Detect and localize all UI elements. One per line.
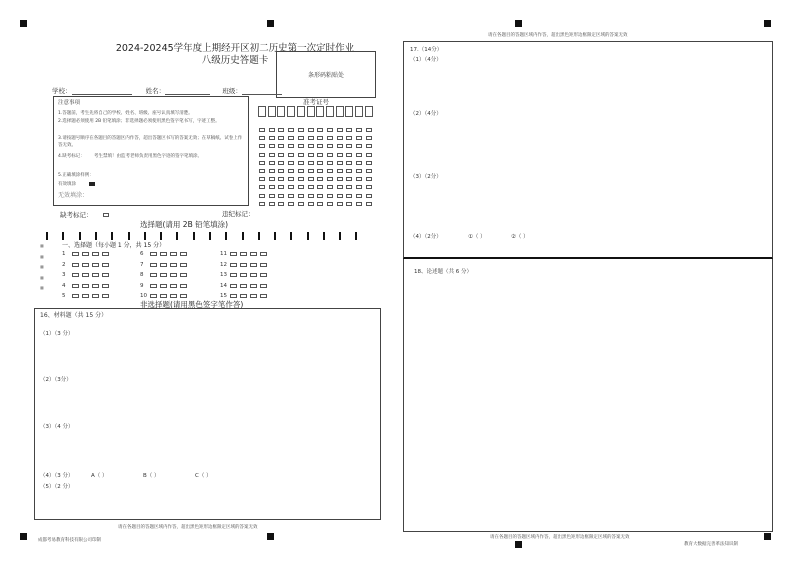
- choice-bubble[interactable]: [260, 294, 267, 298]
- exam-digit-bubble[interactable]: [288, 136, 294, 140]
- exam-digit-bubble[interactable]: [337, 161, 343, 165]
- exam-digit-bubble[interactable]: [308, 185, 314, 189]
- valid-fill-sample: [89, 182, 95, 186]
- exam-digit-bubble[interactable]: [278, 185, 284, 189]
- exam-digit-bubble[interactable]: [317, 202, 323, 206]
- exam-digit-bubble[interactable]: [259, 194, 265, 198]
- invalid-fill-label: 无效填涂：: [58, 192, 89, 199]
- choice-bubble[interactable]: [180, 294, 187, 298]
- choice-bubble[interactable]: [92, 252, 99, 256]
- exam-digit-bubble[interactable]: [337, 185, 343, 189]
- violation-mark-label: 违纪标记：: [222, 210, 255, 218]
- exam-digit-bubble[interactable]: [259, 177, 265, 181]
- choice-question-number: 13: [220, 272, 227, 278]
- exam-digit-bubble[interactable]: [356, 194, 362, 198]
- choice-question-number: 14: [220, 282, 227, 289]
- exam-digit-bubble[interactable]: [259, 161, 265, 165]
- choice-bubble[interactable]: [82, 284, 89, 288]
- timing-mark: [290, 232, 292, 240]
- choice-bubble[interactable]: [92, 263, 99, 267]
- q17-answer-box[interactable]: [403, 41, 773, 259]
- exam-digit-bubble[interactable]: [259, 153, 265, 157]
- notes-box: [53, 96, 249, 206]
- choice-question-number: 6: [140, 251, 144, 257]
- exam-digit-box[interactable]: [316, 106, 324, 117]
- q16-part: （2）（3分）: [40, 377, 72, 383]
- choice-bubble[interactable]: [82, 252, 89, 256]
- timing-mark: [225, 232, 227, 240]
- choice-bubble[interactable]: [102, 284, 109, 288]
- choice-question-number: 2: [62, 261, 66, 268]
- choice-question-number: 10: [140, 293, 147, 299]
- notes-item: 1.答题前，考生先将自己的学校、姓名、班级、座号认真填写清楚。: [58, 111, 193, 116]
- choice-bubble[interactable]: [92, 273, 99, 277]
- choice-bubble[interactable]: [250, 294, 257, 298]
- exam-digit-bubble[interactable]: [366, 161, 372, 165]
- timing-mark: [46, 232, 48, 240]
- exam-digit-bubble[interactable]: [288, 153, 294, 157]
- exam-digit-bubble[interactable]: [259, 169, 265, 173]
- choice-bubble[interactable]: [230, 284, 237, 288]
- choice-bubble[interactable]: [180, 252, 187, 256]
- exam-digit-bubble[interactable]: [288, 161, 294, 165]
- name-field[interactable]: [165, 94, 210, 95]
- exam-digit-bubble[interactable]: [317, 185, 323, 189]
- choice-bubble[interactable]: [102, 273, 109, 277]
- choice-bubble[interactable]: [72, 294, 79, 298]
- exam-digit-bubble[interactable]: [269, 153, 275, 157]
- exam-digit-bubble[interactable]: [308, 169, 314, 173]
- exam-digit-bubble[interactable]: [317, 144, 323, 148]
- choice-question-number: 7: [140, 261, 144, 268]
- exam-digit-bubble[interactable]: [366, 169, 372, 173]
- exam-digit-bubble[interactable]: [298, 153, 304, 157]
- choice-bubble[interactable]: [72, 263, 79, 267]
- choice-bubble[interactable]: [82, 263, 89, 267]
- choice-bubble[interactable]: [150, 263, 157, 267]
- sheet-title: 2024-20245学年度上期经开区初二历史第一次定时作业: [115, 43, 355, 54]
- absent-mark-box[interactable]: [103, 213, 109, 217]
- q16-part: （3）（4 分）: [40, 424, 74, 430]
- timing-mark: [274, 232, 276, 240]
- valid-fill-label: 有效填涂: [58, 182, 76, 187]
- exam-digit-bubble[interactable]: [317, 169, 323, 173]
- exam-digit-bubble[interactable]: [346, 185, 352, 189]
- exam-digit-bubble[interactable]: [278, 202, 284, 206]
- q16-choice-a: A（ ）: [91, 473, 108, 479]
- exam-digit-bubble[interactable]: [308, 194, 314, 198]
- exam-digit-bubble[interactable]: [269, 177, 275, 181]
- exam-digit-bubble[interactable]: [356, 177, 362, 181]
- exam-digit-bubble[interactable]: [269, 194, 275, 198]
- exam-digit-bubble[interactable]: [259, 136, 265, 140]
- notes-item: 3.请按题号顺序在各题目的答题区内作答，超出答题区书写的答案无效；在草稿纸、试卷上作答无效。: [58, 136, 243, 148]
- exam-digit-bubble[interactable]: [298, 128, 304, 132]
- exam-digit-bubble[interactable]: [278, 153, 284, 157]
- alignment-mark: [20, 20, 27, 27]
- choice-bubble[interactable]: [160, 263, 167, 267]
- choice-bubble[interactable]: [260, 263, 267, 267]
- exam-digit-bubble[interactable]: [337, 194, 343, 198]
- exam-digit-bubble[interactable]: [327, 169, 333, 173]
- choice-bubble[interactable]: [230, 273, 237, 277]
- row-side-mark: ■: [40, 285, 44, 290]
- nonchoice-section-title: 非选择题(请用黑色签字笔作答): [140, 300, 244, 309]
- exam-digit-bubble[interactable]: [327, 202, 333, 206]
- exam-digit-bubble[interactable]: [327, 136, 333, 140]
- exam-digit-bubble[interactable]: [259, 128, 265, 132]
- choice-bubble[interactable]: [260, 273, 267, 277]
- exam-digit-bubble[interactable]: [366, 177, 372, 181]
- choice-bubble[interactable]: [160, 284, 167, 288]
- exam-digit-bubble[interactable]: [337, 128, 343, 132]
- exam-digit-box[interactable]: [307, 106, 315, 117]
- choice-bubble[interactable]: [260, 284, 267, 288]
- exam-digit-bubble[interactable]: [308, 202, 314, 206]
- choice-bubble[interactable]: [170, 294, 177, 298]
- left-footer-company: 成都考易教育科技有限公司印制: [38, 538, 101, 543]
- choice-question-number: 11: [220, 251, 227, 257]
- exam-digit-bubble[interactable]: [308, 161, 314, 165]
- exam-digit-bubble[interactable]: [317, 136, 323, 140]
- exam-digit-box[interactable]: [297, 106, 305, 117]
- barcode-box: [276, 51, 376, 98]
- choice-question-number: 5: [62, 293, 66, 299]
- sheet-subtitle: 八级历史答题卡: [201, 55, 269, 66]
- exam-digit-box[interactable]: [345, 106, 353, 117]
- exam-digit-bubble[interactable]: [278, 169, 284, 173]
- choice-question-number: 4: [62, 282, 66, 289]
- q17-part: （4）（2分）: [410, 234, 442, 240]
- exam-digit-bubble[interactable]: [298, 161, 304, 165]
- school-field[interactable]: [72, 94, 132, 95]
- q16-choice-b: B（ ）: [143, 473, 160, 479]
- choice-question-number: 15: [220, 293, 227, 299]
- exam-digit-bubble[interactable]: [288, 185, 294, 189]
- exam-digit-bubble[interactable]: [298, 136, 304, 140]
- q16-part: （1）（3 分）: [40, 331, 74, 337]
- choice-bubble[interactable]: [250, 284, 257, 288]
- exam-digit-bubble[interactable]: [346, 136, 352, 140]
- absent-mark: [60, 210, 111, 219]
- exam-digit-bubble[interactable]: [366, 202, 372, 206]
- timing-mark: [307, 232, 309, 240]
- exam-digit-box[interactable]: [326, 106, 334, 117]
- exam-number-label: 准考证号: [303, 98, 329, 106]
- exam-digit-bubble[interactable]: [356, 161, 362, 165]
- timing-mark: [355, 232, 357, 240]
- exam-digit-box[interactable]: [287, 106, 295, 117]
- exam-digit-box[interactable]: [277, 106, 285, 117]
- exam-digit-bubble[interactable]: [337, 136, 343, 140]
- exam-digit-bubble[interactable]: [366, 144, 372, 148]
- exam-digit-bubble[interactable]: [337, 202, 343, 206]
- exam-digit-bubble[interactable]: [278, 144, 284, 148]
- student-info-row: [52, 86, 282, 95]
- choice-bubble[interactable]: [240, 252, 247, 256]
- q18-title: 18、论述题（共 6 分）: [414, 269, 472, 275]
- exam-digit-bubble[interactable]: [346, 161, 352, 165]
- q17-sub-1: ①（ ）: [468, 234, 486, 240]
- choice-bubble[interactable]: [72, 273, 79, 277]
- timing-mark: [209, 232, 211, 240]
- exam-digit-box[interactable]: [365, 106, 373, 117]
- exam-digit-bubble[interactable]: [327, 128, 333, 132]
- notes-item: 5.正确填涂样例：: [58, 173, 94, 178]
- choice-bubble[interactable]: [82, 273, 89, 277]
- row-side-mark: ■: [40, 274, 44, 280]
- exam-digit-bubble[interactable]: [346, 144, 352, 148]
- exam-digit-bubble[interactable]: [327, 153, 333, 157]
- right-footer-warning: 请在各题目的答题区域内作答，超出黑色矩形边框限定区域的答案无效: [490, 535, 630, 540]
- exam-digit-bubble[interactable]: [308, 144, 314, 148]
- timing-mark: [176, 232, 178, 240]
- exam-digit-bubble[interactable]: [337, 177, 343, 181]
- exam-digit-bubble[interactable]: [356, 128, 362, 132]
- choice-bubble[interactable]: [230, 294, 237, 298]
- choice-bubble[interactable]: [150, 284, 157, 288]
- choice-bubble[interactable]: [250, 263, 257, 267]
- exam-digit-bubble[interactable]: [278, 161, 284, 165]
- exam-digit-bubble[interactable]: [308, 136, 314, 140]
- choice-question-number: 12: [220, 261, 227, 268]
- q17-sub-2: ②（ ）: [511, 234, 529, 240]
- exam-digit-bubble[interactable]: [288, 194, 294, 198]
- exam-digit-bubble[interactable]: [317, 161, 323, 165]
- exam-digit-bubble[interactable]: [366, 128, 372, 132]
- absent-mark-label: 缺考标记：: [60, 211, 93, 219]
- timing-mark: [258, 232, 260, 240]
- timing-mark: [323, 232, 325, 240]
- exam-digit-bubble[interactable]: [366, 136, 372, 140]
- choice-question-number: 8: [140, 272, 144, 278]
- timing-mark: [62, 232, 64, 240]
- exam-digit-bubble[interactable]: [327, 161, 333, 165]
- choice-bubble[interactable]: [240, 294, 247, 298]
- exam-digit-bubble[interactable]: [308, 177, 314, 181]
- choice-bubble[interactable]: [170, 284, 177, 288]
- exam-digit-bubble[interactable]: [259, 202, 265, 206]
- timing-mark: [95, 232, 97, 240]
- choice-bubble[interactable]: [230, 252, 237, 256]
- exam-digit-bubble[interactable]: [346, 177, 352, 181]
- exam-digit-bubble[interactable]: [327, 194, 333, 198]
- exam-digit-bubble[interactable]: [269, 169, 275, 173]
- alignment-mark: [20, 533, 27, 540]
- exam-digit-bubble[interactable]: [356, 136, 362, 140]
- timing-mark: [242, 232, 244, 240]
- q16-answer-box[interactable]: [34, 308, 381, 520]
- exam-digit-bubble[interactable]: [337, 153, 343, 157]
- exam-digit-bubble[interactable]: [356, 202, 362, 206]
- right-header-warning: 请在各题目的答题区域内作答，超出黑色矩形边框限定区域的答案无效: [488, 33, 628, 38]
- q16-part: （4）（3 分）: [40, 473, 74, 479]
- alignment-mark: [764, 20, 771, 27]
- class-field[interactable]: [242, 94, 282, 95]
- exam-digit-box[interactable]: [336, 106, 344, 117]
- row-side-mark: ■: [40, 243, 44, 248]
- exam-digit-bubble[interactable]: [269, 185, 275, 189]
- exam-digit-bubble[interactable]: [308, 128, 314, 132]
- choice-bubble[interactable]: [102, 263, 109, 267]
- exam-digit-bubble[interactable]: [298, 169, 304, 173]
- choice-bubble[interactable]: [72, 284, 79, 288]
- choice-bubble[interactable]: [150, 294, 157, 298]
- violation-mark: [222, 209, 255, 218]
- exam-digit-bubble[interactable]: [356, 169, 362, 173]
- exam-digit-box[interactable]: [268, 106, 276, 117]
- exam-digit-bubble[interactable]: [317, 194, 323, 198]
- choice-question-number: 9: [140, 282, 144, 289]
- choice-bubble[interactable]: [240, 284, 247, 288]
- exam-digit-bubble[interactable]: [346, 169, 352, 173]
- timing-mark: [339, 232, 341, 240]
- choice-section-title: 选择题(请用 2B 铅笔填涂): [140, 220, 229, 229]
- exam-digit-bubble[interactable]: [298, 144, 304, 148]
- exam-digit-bubble[interactable]: [337, 144, 343, 148]
- alignment-mark: [515, 541, 522, 548]
- choice-bubble[interactable]: [72, 252, 79, 256]
- exam-digit-bubble[interactable]: [278, 136, 284, 140]
- timing-mark: [160, 232, 162, 240]
- exam-digit-box[interactable]: [355, 106, 363, 117]
- exam-digit-bubble[interactable]: [278, 128, 284, 132]
- exam-digit-bubble[interactable]: [298, 177, 304, 181]
- exam-digit-bubble[interactable]: [337, 169, 343, 173]
- timing-mark: [128, 232, 130, 240]
- choice-bubble[interactable]: [92, 294, 99, 298]
- choice-bubble[interactable]: [240, 263, 247, 267]
- exam-digit-bubble[interactable]: [366, 194, 372, 198]
- choice-bubble[interactable]: [160, 273, 167, 277]
- choice-bubble[interactable]: [180, 273, 187, 277]
- alignment-mark: [267, 533, 274, 540]
- choice-bubble[interactable]: [160, 252, 167, 256]
- exam-digit-bubble[interactable]: [269, 136, 275, 140]
- exam-digit-bubble[interactable]: [259, 185, 265, 189]
- name-label: 姓名：: [145, 87, 166, 95]
- exam-digit-bubble[interactable]: [366, 185, 372, 189]
- q16-title: 16、材料题（共 15 分）: [40, 312, 108, 319]
- exam-digit-bubble[interactable]: [317, 177, 323, 181]
- right-footer-company: 教育大数据完善革法知识制: [684, 542, 738, 547]
- exam-digit-bubble[interactable]: [259, 144, 265, 148]
- exam-digit-bubble[interactable]: [288, 144, 294, 148]
- exam-digit-bubble[interactable]: [356, 185, 362, 189]
- barcode-label: 条形码粘贴处: [307, 72, 344, 79]
- choice-bubble[interactable]: [250, 252, 257, 256]
- exam-digit-bubble[interactable]: [356, 144, 362, 148]
- exam-digit-bubble[interactable]: [346, 128, 352, 132]
- choice-bubble[interactable]: [250, 273, 257, 277]
- choice-bubble[interactable]: [92, 284, 99, 288]
- exam-digit-bubble[interactable]: [298, 194, 304, 198]
- choice-question-number: 3: [62, 272, 66, 278]
- class-label: 班级：: [222, 87, 242, 95]
- choice-bubble[interactable]: [170, 252, 177, 256]
- q18-answer-box[interactable]: [403, 259, 773, 532]
- notes-item: 4.缺考标记：: [58, 154, 85, 159]
- exam-digit-bubble[interactable]: [278, 194, 284, 198]
- choice-bubble[interactable]: [240, 273, 247, 277]
- exam-digit-bubble[interactable]: [346, 202, 352, 206]
- exam-digit-bubble[interactable]: [317, 128, 323, 132]
- alignment-mark: [764, 533, 771, 540]
- notes-heading: 注意事项: [58, 100, 81, 106]
- exam-digit-bubble[interactable]: [366, 153, 372, 157]
- choice-bubble[interactable]: [150, 252, 157, 256]
- exam-digit-bubble[interactable]: [308, 153, 314, 157]
- exam-digit-bubble[interactable]: [288, 128, 294, 132]
- choice-bubble[interactable]: [82, 294, 89, 298]
- choice-bubble[interactable]: [170, 273, 177, 277]
- notes-item: 2.选择题必须使用 2B 铅笔填涂；非选择题必须使用黑色签字笔书写，字迹工整。: [58, 119, 220, 124]
- notes-item: 考生禁填！由监考老师负责用黑色字迹的签字笔填涂。: [94, 154, 202, 159]
- row-side-mark: ■: [40, 264, 44, 269]
- school-label: 学校：: [52, 87, 72, 95]
- choice-question-number: 1: [62, 251, 66, 257]
- exam-digit-bubble[interactable]: [288, 177, 294, 181]
- exam-digit-bubble[interactable]: [327, 177, 333, 181]
- exam-digit-bubble[interactable]: [298, 185, 304, 189]
- left-footer-warning: 请在各题目的答题区域内作答，超出黑色矩形边框限定区域的答案无效: [118, 525, 258, 530]
- choice-bubble[interactable]: [180, 263, 187, 267]
- exam-digit-bubble[interactable]: [317, 153, 323, 157]
- row-side-mark: ■: [40, 253, 44, 259]
- choice-bubble[interactable]: [170, 263, 177, 267]
- exam-digit-bubble[interactable]: [356, 153, 362, 157]
- choice-bubble[interactable]: [102, 294, 109, 298]
- exam-digit-bubble[interactable]: [327, 185, 333, 189]
- choice-bubble[interactable]: [102, 252, 109, 256]
- exam-digit-bubble[interactable]: [298, 202, 304, 206]
- exam-digit-bubble[interactable]: [269, 161, 275, 165]
- q17-title: 17.（14分）: [410, 47, 443, 53]
- exam-digit-bubble[interactable]: [327, 144, 333, 148]
- exam-digit-bubble[interactable]: [269, 202, 275, 206]
- q16-part: （5）（2 分）: [40, 484, 74, 490]
- timing-mark: [79, 232, 81, 240]
- alignment-mark: [267, 20, 274, 27]
- exam-digit-bubble[interactable]: [269, 128, 275, 132]
- choice-bubble[interactable]: [230, 263, 237, 267]
- q17-part: （1）（4分）: [410, 57, 442, 63]
- timing-mark: [111, 232, 113, 240]
- exam-digit-bubble[interactable]: [346, 153, 352, 157]
- q17-part: （3）（2分）: [410, 174, 442, 180]
- timing-mark: [144, 232, 146, 240]
- exam-digit-bubble[interactable]: [346, 194, 352, 198]
- exam-digit-bubble[interactable]: [278, 177, 284, 181]
- choice-part-title: 一、选择题（每小题 1 分，共 15 分）: [62, 242, 166, 249]
- exam-digit-bubble[interactable]: [269, 144, 275, 148]
- timing-mark: [193, 232, 195, 240]
- exam-digit-box[interactable]: [258, 106, 266, 117]
- q16-choice-c: C（ ）: [195, 473, 212, 479]
- choice-bubble[interactable]: [150, 273, 157, 277]
- alignment-mark: [515, 20, 522, 27]
- choice-bubble[interactable]: [160, 294, 167, 298]
- q17-part: （2）（4分）: [410, 111, 442, 117]
- choice-bubble[interactable]: [260, 252, 267, 256]
- choice-bubble[interactable]: [180, 284, 187, 288]
- exam-digit-bubble[interactable]: [288, 202, 294, 206]
- exam-digit-bubble[interactable]: [288, 169, 294, 173]
